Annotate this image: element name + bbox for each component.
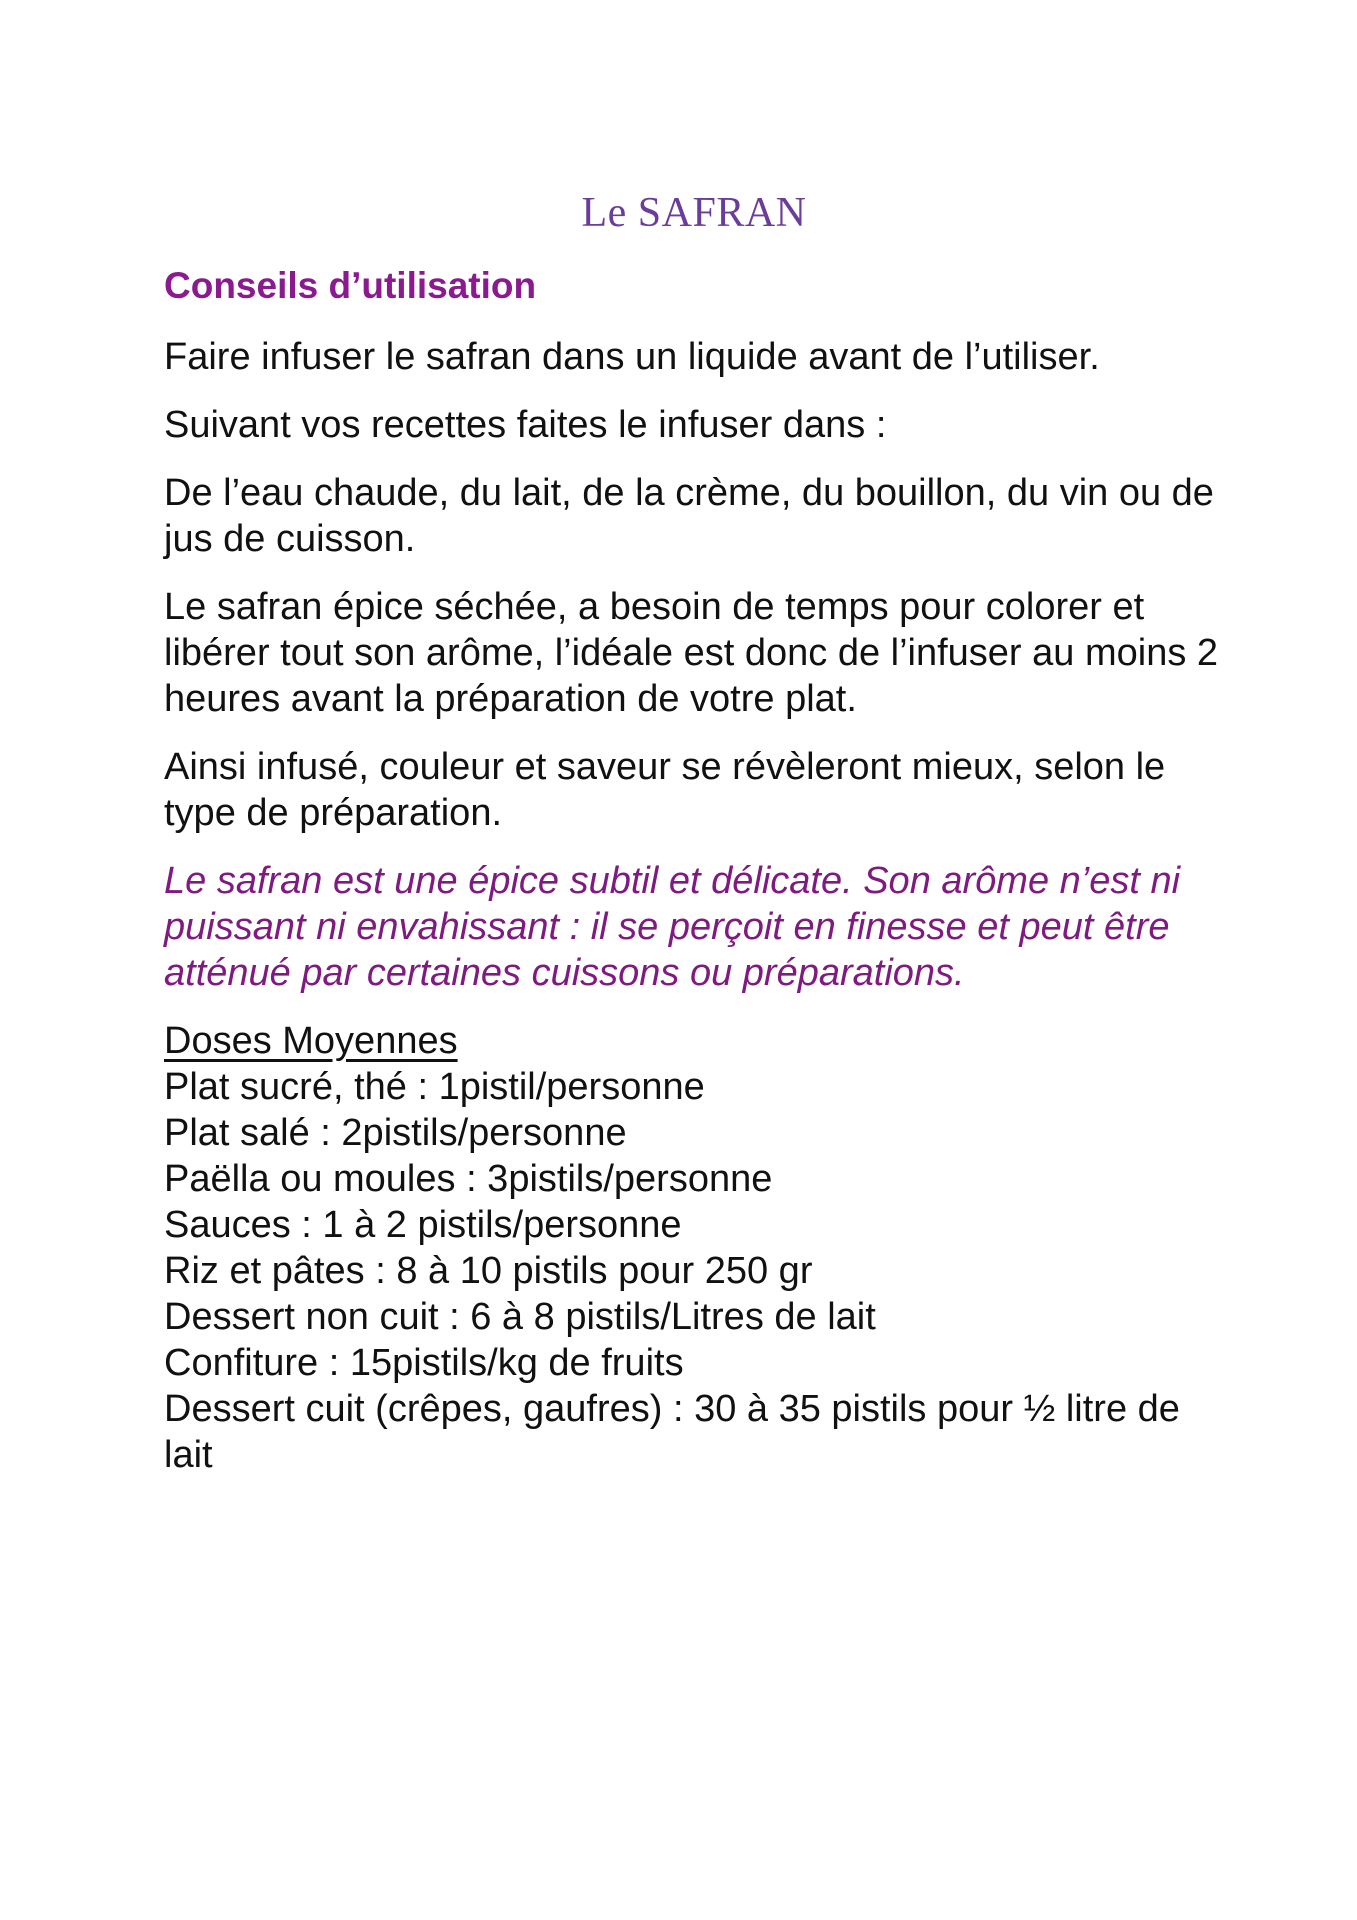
document-content (164, 188, 1224, 1478)
paragraph-result: Ainsi infusé, couleur et saveur se révèleront mieux, selon le type de préparation. (164, 746, 1166, 834)
highlight-note: Le safran est une épice subtil et délicate. Son arôme n’est ni puissant ni envahissant : il se perçoit en finesse et peut être atténué par certaines cuissons ou préparations. (164, 860, 1181, 994)
dose-item: Riz et pâtes : 8 à 10 pistils pour 250 gr (164, 1250, 813, 1292)
paragraph-recipes: Suivant vos recettes faites le infuser dans : (164, 404, 887, 446)
paragraph-liquids: De l’eau chaude, du lait, de la crème, du bouillon, du vin ou de jus de cuisson. (164, 472, 1214, 560)
dose-item: Plat sucré, thé : 1pistil/personne (164, 1066, 705, 1108)
page-title: Le SAFRAN (581, 190, 807, 236)
paragraph-infuse: Faire infuser le safran dans un liquide avant de l’utiliser. (164, 336, 1100, 378)
dose-item: Dessert non cuit : 6 à 8 pistils/Litres de lait (164, 1296, 876, 1338)
dose-item: Paëlla ou moules : 3pistils/personne (164, 1158, 773, 1200)
dose-item: Confiture : 15pistils/kg de fruits (164, 1342, 684, 1384)
doses-section (164, 1018, 1224, 1478)
paragraph-timing: Le safran épice séchée, a besoin de temps pour colorer et libérer tout son arôme, l’idéale est donc de l’infuser au moins 2 heures avant la préparation de votre plat. (164, 586, 1219, 720)
dose-item: Dessert cuit (crêpes, gaufres) : 30 à 35 pistils pour ½ litre de lait (164, 1388, 1180, 1476)
section-heading: Conseils d’utilisation (164, 265, 537, 306)
dose-item: Plat salé : 2pistils/personne (164, 1112, 627, 1154)
dose-item: Sauces : 1 à 2 pistils/personne (164, 1204, 682, 1246)
doses-heading: Doses Moyennes (164, 1020, 458, 1062)
doses-list (164, 1064, 1224, 1478)
